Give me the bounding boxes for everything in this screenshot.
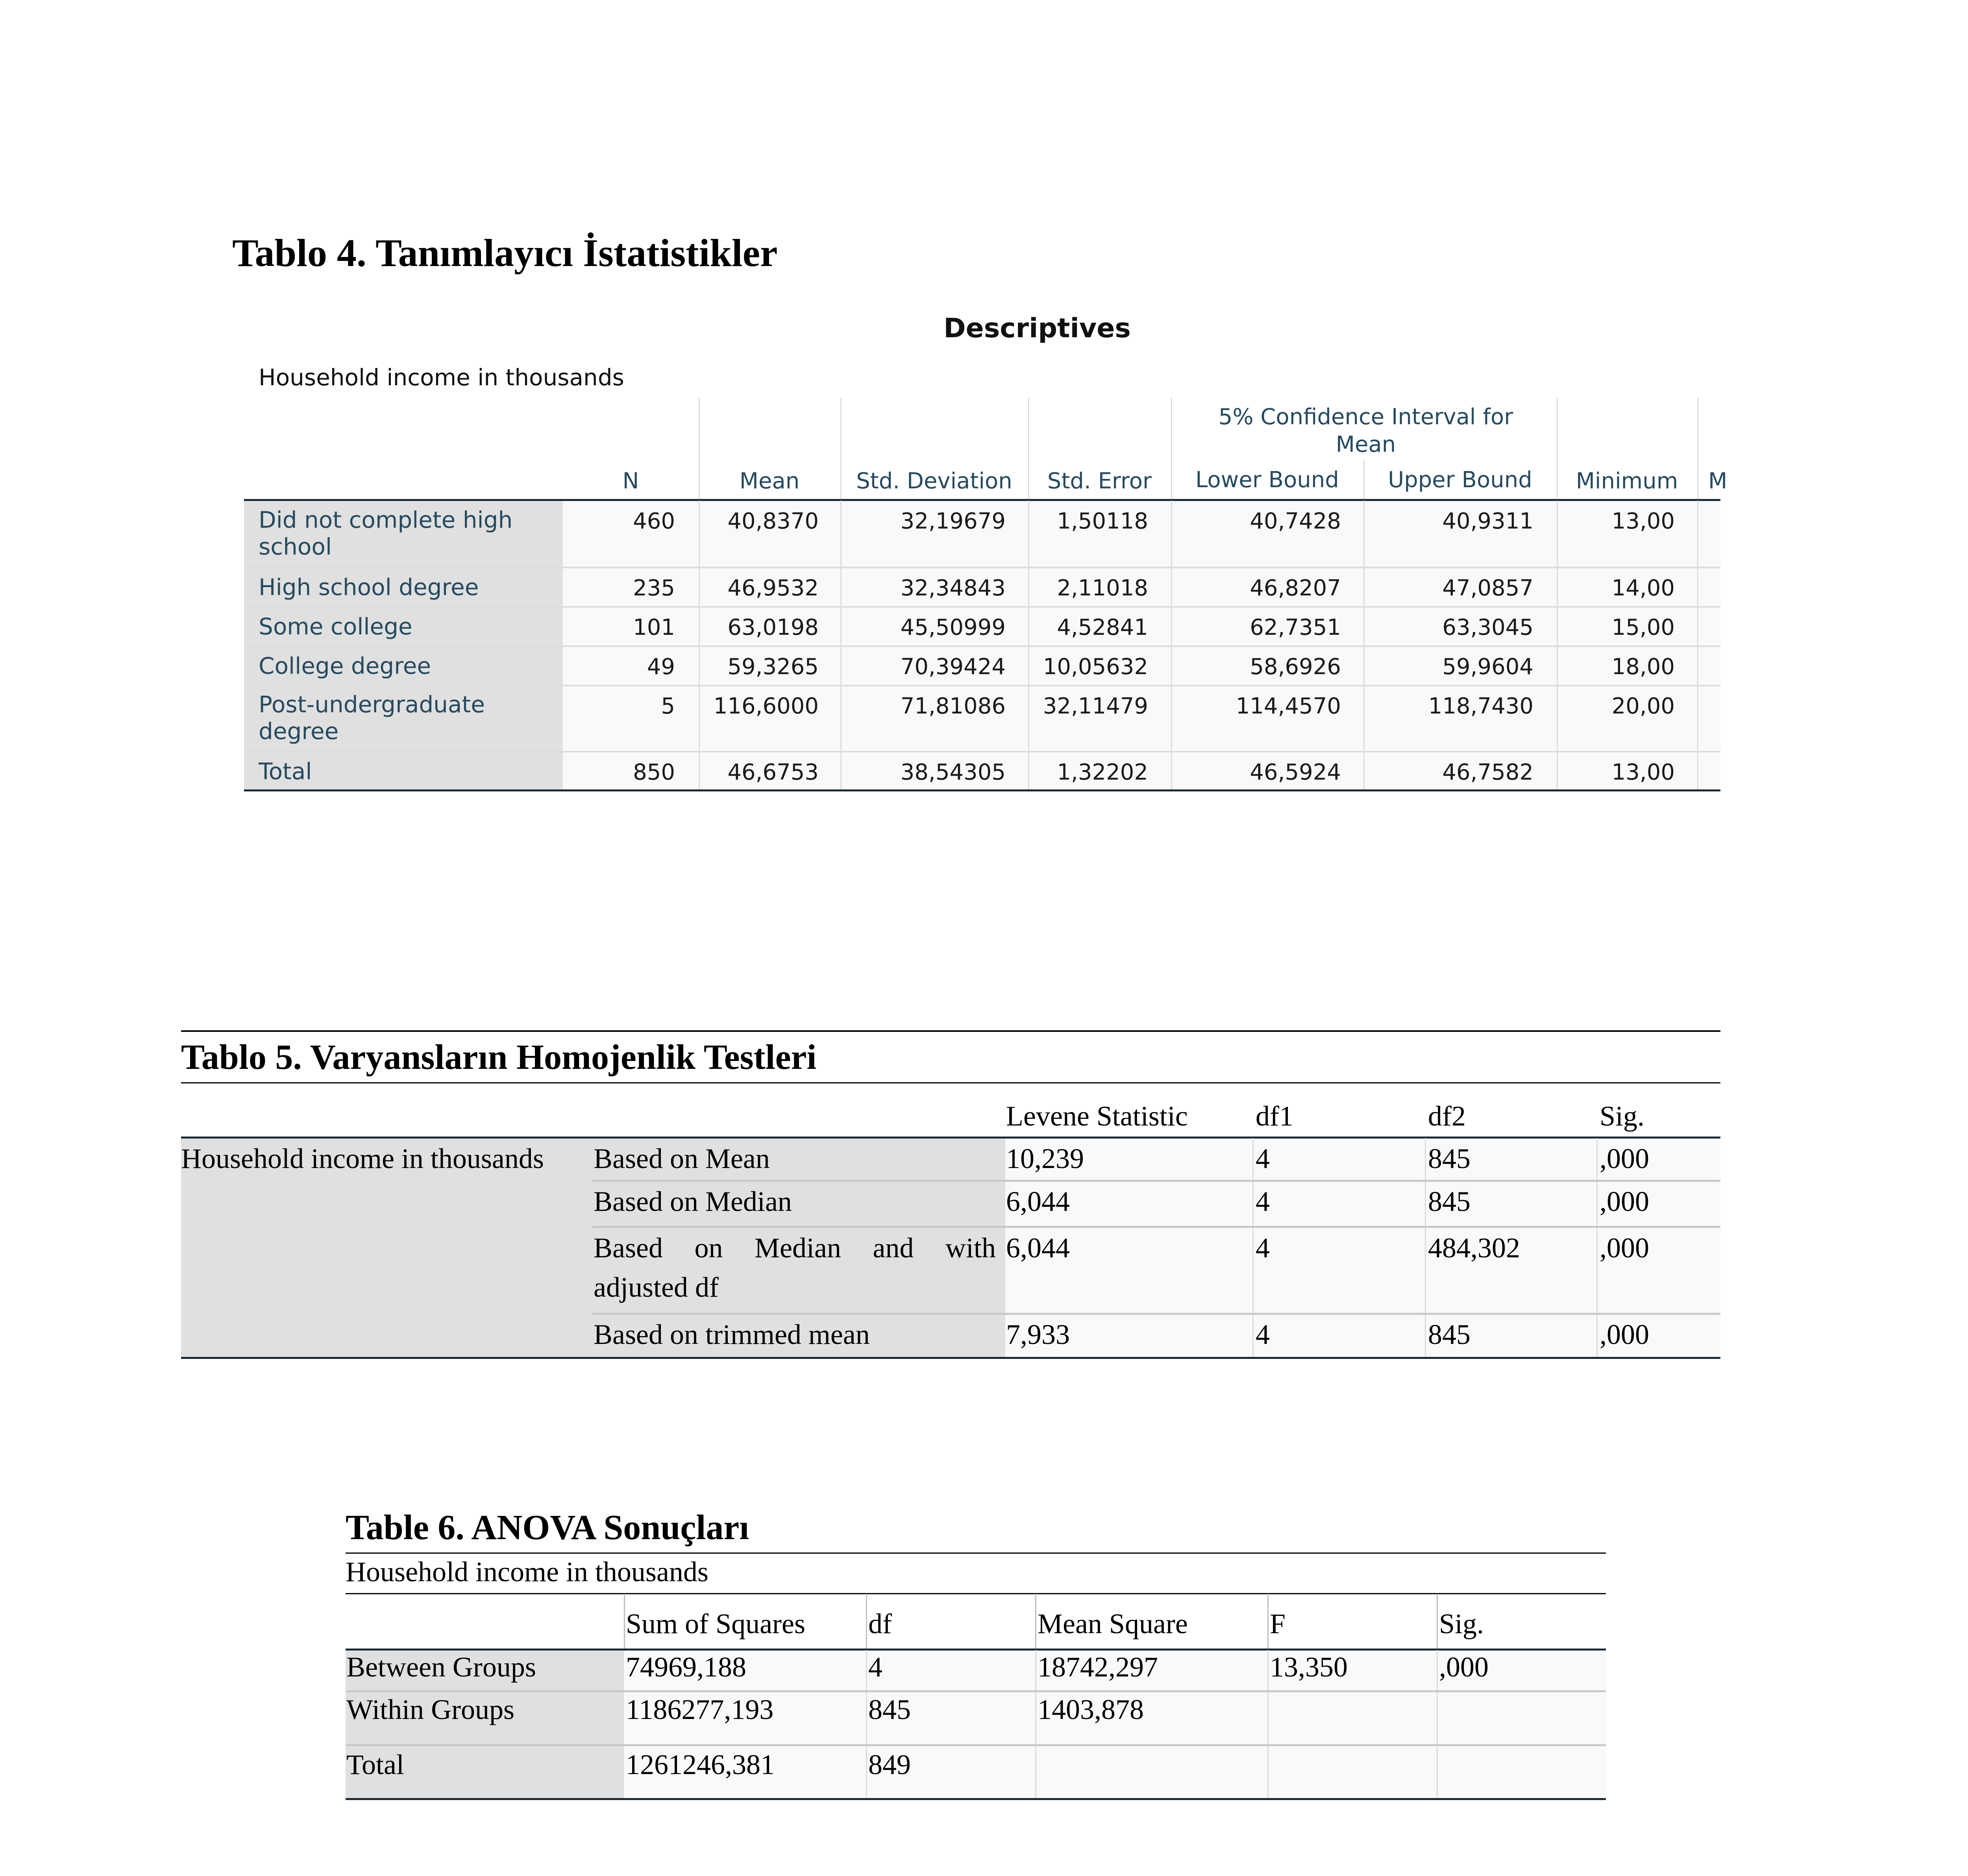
cell-mean-square: 1403,878: [1038, 1694, 1144, 1725]
col-sig: Sig.: [1600, 1100, 1645, 1132]
col-maximum-partial: M: [1708, 468, 1728, 494]
cell-mean: 116,6000: [713, 693, 819, 719]
cell-df1: 4: [1256, 1319, 1270, 1350]
row-label: Total: [259, 758, 312, 785]
table6-subtitle: Household income in thousands: [346, 1556, 708, 1588]
cell-mean: 59,3265: [727, 654, 819, 680]
table5-header-rule: [181, 1137, 1720, 1139]
col-upper-bound: Upper Bound: [1388, 467, 1532, 493]
col-df: df: [868, 1608, 892, 1639]
cell-upper-bound: 59,9604: [1442, 654, 1533, 680]
col-mean: Mean: [739, 468, 800, 494]
cell-n: 49: [647, 654, 675, 680]
row-divider: [244, 645, 1720, 647]
cell-lower-bound: 46,5924: [1250, 760, 1341, 785]
col-df1: df1: [1256, 1100, 1293, 1132]
column-divider: [1267, 1650, 1269, 1799]
row-label: Based on Median: [594, 1186, 792, 1217]
table4-subtitle: Household income in thousands: [259, 364, 624, 391]
cell-n: 850: [633, 760, 675, 785]
column-divider: [1252, 1138, 1254, 1358]
table6-bottom-rule: [346, 1798, 1606, 1800]
cell-std-deviation: 32,34843: [900, 575, 1006, 601]
column-divider: [1035, 1650, 1036, 1799]
cell-mean: 40,8370: [727, 508, 819, 534]
cell-n: 101: [633, 615, 675, 640]
col-sum-of-squares: Sum of Squares: [626, 1608, 805, 1639]
row-divider: [244, 567, 1720, 568]
cell-minimum: 20,00: [1611, 693, 1675, 719]
col-levene-statistic: Levene Statistic: [1006, 1100, 1188, 1132]
cell-levene: 6,044: [1006, 1232, 1070, 1264]
row-label: High school degree: [259, 574, 479, 601]
cell-df1: 4: [1256, 1143, 1270, 1174]
column-divider: [1425, 1138, 1426, 1358]
header-divider: [1035, 1594, 1036, 1649]
cell-lower-bound: 62,7351: [1250, 615, 1341, 640]
cell-upper-bound: 118,7430: [1428, 693, 1533, 719]
table6-title: Table 6. ANOVA Sonuçları: [346, 1508, 749, 1547]
table5-top-rule: [181, 1030, 1720, 1032]
row-divider: [244, 751, 1720, 752]
header-divider: [624, 1594, 625, 1649]
column-divider: [866, 1650, 867, 1799]
cell-sum-of-squares: 74969,188: [626, 1651, 746, 1683]
cell-minimum: 14,00: [1611, 575, 1675, 601]
cell-upper-bound: 40,9311: [1442, 508, 1533, 534]
cell-f: 13,350: [1270, 1651, 1348, 1683]
cell-sig: ,000: [1439, 1651, 1489, 1683]
cell-mean-square: 18742,297: [1038, 1651, 1158, 1683]
cell-df: 845: [868, 1694, 911, 1725]
table-bottom-rule: [244, 789, 1720, 791]
col-minimum: Minimum: [1576, 468, 1678, 494]
header-divider: [866, 1594, 867, 1649]
cell-lower-bound: 114,4570: [1236, 693, 1341, 719]
row-label: Between Groups: [346, 1651, 536, 1683]
cell-std-error: 1,32202: [1057, 760, 1148, 785]
col-std-deviation: Std. Deviation: [856, 468, 1012, 494]
cell-df1: 4: [1256, 1186, 1270, 1217]
cell-df2: 845: [1428, 1143, 1470, 1174]
header-divider: [1267, 1594, 1269, 1649]
cell-df2: 845: [1428, 1319, 1470, 1350]
cell-df2: 484,302: [1428, 1232, 1520, 1264]
row-label: Total: [346, 1749, 404, 1780]
row-label: College degree: [259, 652, 431, 679]
cell-std-error: 32,11479: [1043, 693, 1148, 719]
row-label: Post-undergraduate degree: [259, 691, 485, 745]
cell-minimum: 13,00: [1611, 508, 1675, 534]
column-divider: [1437, 1650, 1438, 1799]
cell-minimum: 18,00: [1611, 654, 1675, 680]
col-f: F: [1270, 1608, 1286, 1639]
cell-minimum: 15,00: [1611, 615, 1675, 640]
header-divider: [1437, 1594, 1438, 1649]
cell-lower-bound: 46,8207: [1250, 575, 1341, 601]
row-label: Did not complete high school: [259, 506, 513, 560]
cell-n: 5: [661, 693, 675, 719]
cell-std-deviation: 38,54305: [900, 760, 1006, 785]
cell-df1: 4: [1256, 1232, 1270, 1264]
cell-sig: ,000: [1600, 1143, 1649, 1174]
cell-upper-bound: 63,3045: [1442, 615, 1533, 640]
row-divider: [346, 1744, 1606, 1746]
cell-n: 460: [633, 508, 675, 534]
table6-header-rule: [346, 1649, 1606, 1651]
column-divider: [1596, 1138, 1598, 1358]
cell-mean: 46,9532: [727, 575, 819, 601]
cell-upper-bound: 46,7582: [1442, 760, 1533, 785]
row-divider: [244, 606, 1720, 608]
table4-heading: Descriptives: [943, 313, 1131, 344]
cell-std-deviation: 71,81086: [900, 693, 1006, 719]
cell-lower-bound: 58,6926: [1250, 654, 1341, 680]
cell-minimum: 13,00: [1611, 760, 1675, 785]
col-n: N: [622, 468, 639, 494]
cell-df: 849: [868, 1749, 911, 1780]
row-divider: [592, 1180, 1720, 1182]
row-label-line2: adjusted df: [594, 1272, 719, 1303]
header-divider: [1697, 397, 1698, 500]
row-label: Some college: [259, 613, 412, 640]
row-divider: [592, 1313, 1720, 1315]
col-mean-square: Mean Square: [1038, 1608, 1188, 1639]
table4-title: Tablo 4. Tanımlayıcı İstatistikler: [232, 231, 778, 275]
cell-levene: 10,239: [1006, 1143, 1084, 1174]
cell-std-error: 4,52841: [1057, 615, 1148, 640]
table5-title-rule: [181, 1082, 1720, 1083]
row-label: Based on Mean: [594, 1143, 770, 1174]
cell-lower-bound: 40,7428: [1250, 508, 1341, 534]
col-sig: Sig.: [1439, 1608, 1484, 1639]
cell-sum-of-squares: 1261246,381: [626, 1749, 775, 1780]
cell-std-error: 10,05632: [1043, 654, 1148, 680]
cell-sig: ,000: [1600, 1319, 1649, 1350]
header-rule: [244, 499, 1720, 501]
table5-bottom-rule: [181, 1357, 1720, 1359]
cell-df2: 845: [1428, 1186, 1470, 1217]
cell-std-deviation: 32,19679: [900, 508, 1006, 534]
table6-subtitle-rule: [346, 1593, 1606, 1594]
cell-n: 235: [633, 575, 675, 601]
cell-std-deviation: 45,50999: [900, 615, 1006, 640]
row-divider: [244, 685, 1720, 686]
row-divider: [592, 1226, 1720, 1228]
col-lower-bound: Lower Bound: [1195, 467, 1339, 493]
cell-std-error: 2,11018: [1057, 575, 1148, 601]
group-label: Household income in thousands: [181, 1143, 544, 1174]
cell-sig: ,000: [1600, 1186, 1649, 1217]
row-label: Based on Median and with: [594, 1232, 996, 1264]
cell-levene: 7,933: [1006, 1319, 1070, 1350]
row-label: Within Groups: [346, 1694, 515, 1725]
cell-sum-of-squares: 1186277,193: [626, 1694, 774, 1725]
cell-mean: 46,6753: [727, 760, 819, 785]
col-df2: df2: [1428, 1100, 1466, 1132]
cell-std-deviation: 70,39424: [900, 654, 1006, 680]
col-std-error: Std. Error: [1047, 468, 1152, 494]
row-label: Based on trimmed mean: [594, 1319, 870, 1350]
cell-std-error: 1,50118: [1057, 508, 1148, 534]
table5-title: Tablo 5. Varyansların Homojenlik Testleri: [181, 1038, 817, 1077]
table6-title-rule: [346, 1553, 1606, 1554]
cell-mean: 63,0198: [727, 615, 819, 640]
cell-levene: 6,044: [1006, 1186, 1070, 1217]
row-divider: [346, 1690, 1606, 1692]
cell-sig: ,000: [1600, 1232, 1649, 1264]
cell-upper-bound: 47,0857: [1442, 575, 1533, 601]
cell-df: 4: [868, 1651, 882, 1683]
ci-group-header: 5% Confidence Interval for Mean: [1218, 404, 1513, 457]
